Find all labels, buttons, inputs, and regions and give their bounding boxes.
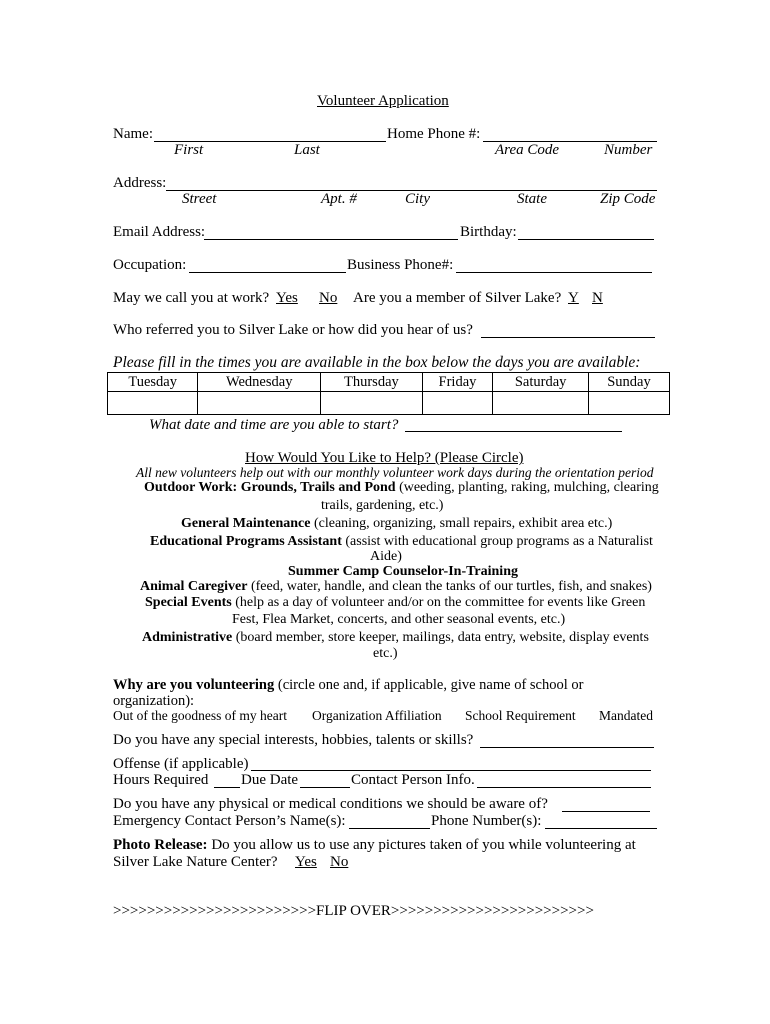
- day-header-wednesday: Wednesday: [198, 373, 321, 392]
- why-heading-rest: (circle one and, if applicable, give name of school or: [277, 677, 584, 693]
- saturday-time-cell[interactable]: [493, 392, 589, 415]
- help-note: All new volunteers help out with our monthly volunteer work days during the orientation period: [136, 465, 654, 480]
- photo-release-text-2: Silver Lake Nature Center?: [113, 854, 278, 870]
- interests-question: Do you have any special interests, hobbies, talents or skills?: [113, 732, 474, 748]
- educational-programs-title: Educational Programs Assistant: [150, 534, 342, 549]
- day-header-friday: Friday: [422, 373, 493, 392]
- thursday-time-cell[interactable]: [321, 392, 422, 415]
- area-code-caption: Area Code: [495, 142, 560, 158]
- day-header-tuesday: Tuesday: [108, 373, 198, 392]
- administrative-option[interactable]: [142, 631, 649, 645]
- reason-organization[interactable]: Organization Affiliation: [312, 708, 442, 723]
- start-date-question: What date and time are you able to start?: [149, 417, 399, 433]
- reason-mandated[interactable]: Mandated: [599, 708, 653, 723]
- hours-required-field[interactable]: [214, 787, 240, 788]
- outdoor-work-desc-2: trails, gardening, etc.): [321, 498, 444, 513]
- special-events-option[interactable]: [145, 596, 645, 610]
- interests-field[interactable]: [480, 747, 654, 748]
- availability-instruction: Please fill in the times you are available in the box below the days you are available:: [113, 354, 641, 371]
- reason-goodness[interactable]: Out of the goodness of my heart: [113, 708, 287, 723]
- medical-question: Do you have any physical or medical conditions we should be aware of?: [113, 796, 548, 812]
- start-date-field[interactable]: [405, 431, 622, 432]
- birthday-field[interactable]: [518, 239, 654, 240]
- general-maintenance-title: General Maintenance: [181, 516, 311, 531]
- referred-question: Who referred you to Silver Lake or how did you hear of us?: [113, 322, 473, 338]
- friday-time-cell[interactable]: [422, 392, 493, 415]
- emergency-phone-field[interactable]: [545, 828, 657, 829]
- state-caption: State: [517, 191, 547, 207]
- contact-person-field[interactable]: [477, 787, 651, 788]
- why-heading: [113, 678, 583, 693]
- why-heading-bold: Why are you volunteering: [113, 677, 275, 693]
- first-caption: First: [174, 142, 204, 158]
- day-header-saturday: Saturday: [493, 373, 589, 392]
- animal-caregiver-desc: (feed, water, handle, and clean the tanks of our turtles, fish, and snakes): [250, 579, 652, 594]
- hours-required-label: Hours Required: [113, 772, 209, 788]
- administrative-desc: (board member, store keeper, mailings, data entry, website, display events: [235, 630, 649, 645]
- tuesday-time-cell[interactable]: [108, 392, 198, 415]
- outdoor-work-desc: (weeding, planting, raking, mulching, clearing: [399, 480, 659, 495]
- occupation-label: Occupation:: [113, 257, 187, 273]
- summer-camp-option[interactable]: Summer Camp Counselor-In-Training: [288, 564, 518, 579]
- outdoor-work-option[interactable]: [144, 481, 659, 495]
- email-field[interactable]: [204, 239, 458, 240]
- photo-yes-option[interactable]: Yes: [295, 854, 317, 870]
- member-yes-option[interactable]: Y: [568, 290, 579, 306]
- wednesday-time-cell[interactable]: [198, 392, 321, 415]
- due-date-field[interactable]: [300, 787, 350, 788]
- administrative-desc-2: etc.): [373, 646, 398, 661]
- special-events-desc: (help as a day of volunteer and/or on the committee for events like Green: [235, 595, 646, 610]
- educational-programs-desc: (assist with educational group programs as a Naturalist: [345, 534, 653, 549]
- city-caption: City: [405, 191, 430, 207]
- member-no-option[interactable]: N: [592, 290, 603, 306]
- emergency-name-field[interactable]: [349, 828, 430, 829]
- offense-field[interactable]: [251, 770, 651, 771]
- day-header-thursday: Thursday: [321, 373, 422, 392]
- address-label: Address:: [113, 175, 167, 191]
- sunday-time-cell[interactable]: [588, 392, 669, 415]
- apt-caption: Apt. #: [321, 191, 357, 207]
- business-phone-label: Business Phone#:: [347, 257, 454, 273]
- general-maintenance-option[interactable]: [181, 517, 612, 531]
- referred-field[interactable]: [481, 337, 655, 338]
- contact-person-label: Contact Person Info.: [351, 772, 475, 788]
- animal-caregiver-option[interactable]: [140, 580, 652, 594]
- number-caption: Number: [604, 142, 653, 158]
- educational-programs-option[interactable]: [150, 535, 653, 549]
- outdoor-work-title: Outdoor Work: Grounds, Trails and Pond: [144, 480, 396, 495]
- photo-release-question: [113, 838, 636, 853]
- why-heading-2: organization):: [113, 693, 195, 709]
- availability-table: [107, 372, 670, 415]
- name-label: Name:: [113, 126, 153, 142]
- day-header-sunday: Sunday: [588, 373, 669, 392]
- emergency-name-label: Emergency Contact Person’s Name(s):: [113, 813, 346, 829]
- birthday-label: Birthday:: [460, 224, 517, 240]
- administrative-title: Administrative: [142, 630, 233, 645]
- street-caption: Street: [182, 191, 217, 207]
- medical-field[interactable]: [562, 811, 650, 812]
- photo-release-label: Photo Release:: [113, 837, 208, 853]
- photo-no-option[interactable]: No: [330, 854, 349, 870]
- help-heading: How Would You Like to Help? (Please Circle): [245, 450, 524, 466]
- photo-release-text: Do you allow us to use any pictures taken of you while volunteering at: [207, 837, 636, 853]
- special-events-desc-2: Fest, Flea Market, concerts, and other seasonal events, etc.): [232, 612, 566, 627]
- call-yes-option[interactable]: Yes: [276, 290, 298, 306]
- call-at-work-question: May we call you at work?: [113, 290, 270, 306]
- occupation-field[interactable]: [189, 272, 346, 273]
- general-maintenance-desc: (cleaning, organizing, small repairs, exhibit area etc.): [313, 516, 613, 531]
- animal-caregiver-title: Animal Caregiver: [140, 579, 248, 594]
- educational-programs-desc-2: Aide): [370, 549, 402, 564]
- form-title: Volunteer Application: [317, 93, 449, 109]
- last-caption: Last: [294, 142, 320, 158]
- call-no-option[interactable]: No: [319, 290, 338, 306]
- business-phone-field[interactable]: [456, 272, 652, 273]
- member-question: Are you a member of Silver Lake?: [353, 290, 562, 306]
- emergency-phone-label: Phone Number(s):: [431, 813, 542, 829]
- flip-over-text: >>>>>>>>>>>>>>>>>>>>>>>>FLIP OVER>>>>>>>>>>>>>>>>>>>>>>>>: [113, 903, 594, 919]
- email-label: Email Address:: [113, 224, 206, 240]
- due-date-label: Due Date: [241, 772, 299, 788]
- home-phone-label: Home Phone #:: [387, 126, 481, 142]
- special-events-title: Special Events: [145, 595, 232, 610]
- offense-label: Offense (if applicable): [113, 756, 249, 772]
- reason-school[interactable]: School Requirement: [465, 708, 576, 723]
- zip-caption: Zip Code: [600, 191, 656, 207]
